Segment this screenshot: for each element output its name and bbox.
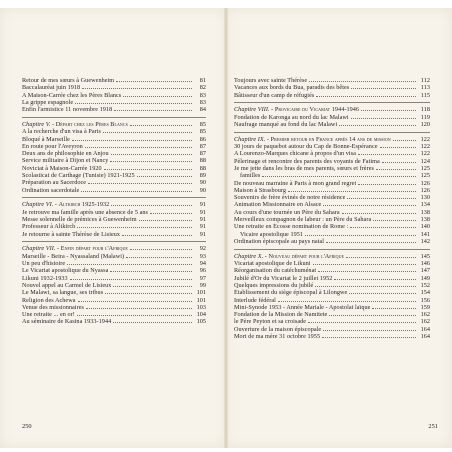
toc-entry [22,165,206,172]
dot-leader [351,118,416,119]
entry-title: Je me jette dans les bras de mes parents, sœurs et frères [234,164,374,172]
entry-page: 89 [199,172,206,180]
entry-page: 97 [199,274,206,282]
chapter-name: Provicaire du Vicariat 1944-1946 [274,106,360,114]
entry-title: Jubilé d'Or du Vicariat le 2 juillet 1952 [234,274,333,282]
dot-leader [329,315,416,316]
entry-title: Au séminaire de Kasina 1933-1944 [22,318,112,326]
entry-title: Retour de mes sœurs à Guewenheim [22,77,115,84]
entry-title: Merveilleux compagnon de labeur : un Père du Sahara [234,216,372,224]
chapter-label: Chapitre VIII. [234,106,270,114]
toc-entry [22,157,206,164]
entry-page: 87 [199,150,206,158]
dot-leader [346,257,416,258]
dot-leader [308,322,416,323]
book-gutter [224,8,228,448]
dot-leader [122,235,192,236]
entry-page: 91 [199,216,206,224]
entry-title: Je retrouve ma famille après une absence de 5 ans [22,208,148,216]
toc-entry [22,179,206,186]
dot-leader [110,271,192,272]
right-page [226,8,452,448]
entry-page: 112 [420,77,430,84]
toc-entry [234,275,430,282]
dot-leader [376,169,416,170]
entry-title: Deux ans de philosophie en Anjou [22,150,109,158]
entry-page: 81 [199,77,206,84]
dot-leader [323,330,416,331]
entry-title: Interlude fédéral [234,296,276,304]
toc-entry [22,289,206,296]
entry-page: 101 [196,296,206,304]
toc-entry [22,260,206,267]
chapter-name: Altkirch 1925-1932 [58,201,110,209]
entry-title: Fondation de Karonga au nord du lac Malawi [234,113,349,121]
dot-leader [77,227,192,228]
entry-page: 125 [420,164,430,172]
dot-leader [114,110,192,111]
entry-title: Nouvel appel au Carmel de Lisieux [22,281,112,289]
entry-page: 164 [420,325,430,333]
dot-leader [81,191,192,192]
toc-entry [22,223,206,230]
entry-page: 146 [420,260,430,268]
chapter-separator [22,197,206,198]
dot-leader [116,81,192,82]
chapter-page: 122 [420,135,430,143]
toc-entry [234,143,430,150]
toc-entry [234,121,430,128]
chapter-separator [22,241,206,242]
toc-entry [234,150,430,157]
entry-page: 120 [420,120,430,128]
dot-leader [323,205,416,206]
dot-leader [334,279,416,280]
entry-title: Une retraite en Écosse nomination de Rome : [234,223,349,231]
chapter-title: Chapitre VI. - Altkirch 1925-1932 [22,201,110,209]
entry-page: 141 [420,230,430,238]
toc-entry [234,201,430,208]
book-spread [0,8,452,448]
entry-title: Toujours avec sainte Thérèse [234,77,308,84]
dot-leader [77,315,192,316]
dot-leader [318,271,416,272]
toc-entry [22,187,206,194]
dot-leader [322,337,416,338]
toc-entry [234,158,430,165]
entry-page: 91 [199,208,206,216]
entry-title: Quelques impressions du jubilé [234,281,314,289]
toc-entry [234,77,430,84]
entry-title: La grippe espagnole [22,98,74,106]
toc-entry [234,333,430,340]
dot-leader [123,96,192,97]
entry-page: 85 [199,128,206,136]
entry-title: A Maison-Carrée chez les Pères Blancs [22,91,122,99]
entry-title: Bâtisseur d'un camp de réfugiés [234,91,315,99]
dot-leader [130,125,192,126]
entry-page: 142 [420,237,430,245]
entry-page: 83 [199,91,206,99]
entry-title: Réorganisation du catéchuménat [234,267,317,275]
dot-leader [70,279,192,280]
toc-entry [22,77,206,84]
entry-page: 130 [420,194,430,202]
chapter-page: 92 [199,245,206,253]
toc-entry [22,209,206,216]
dot-leader [85,147,192,148]
toc-entry [22,172,206,179]
dot-leader [78,301,192,302]
dot-leader [339,125,416,126]
dot-leader [111,154,192,155]
chapter-label: Chapitre VI. [22,201,54,209]
entry-title: Vacances aux bords du Bua, paradis des bêtes [234,84,350,92]
toc-entry [234,194,430,201]
toc-entry [22,136,206,143]
toc-entry [234,297,430,304]
entry-page: 152 [420,281,430,289]
toc-entry [22,282,206,289]
toc-entry [22,275,206,282]
entry-page: 122 [420,150,430,158]
entry-title: familles [240,172,261,180]
entry-title: 30 jours de paquebot autour du Cap de Bonne-Espérance [234,143,378,151]
entry-page: 94 [199,260,206,268]
entry-page: 90 [199,179,206,187]
toc-entry [234,311,430,318]
toc-entry [22,106,206,113]
dot-leader [309,81,416,82]
entry-title: Ordination sacerdotale [22,186,80,194]
toc-entry [22,143,206,150]
entry-page: 87 [199,142,206,150]
dot-leader [110,161,192,162]
dot-leader [393,140,416,141]
dot-leader [347,198,416,199]
toc-entry [234,267,430,274]
dot-leader [342,213,416,214]
dot-leader [82,88,192,89]
entry-page: 84 [199,106,206,114]
entry-title: Au cours d'une tournée un Père du Sahara [234,208,340,216]
chapter-title: Chapitre IX. - Premier retour en France après 14 ans de mission [234,135,391,143]
entry-title: Le Malawi, sa langue, ses tribus [22,289,104,297]
dot-leader [113,286,192,287]
dot-leader [105,293,192,294]
toc-entry [234,92,430,99]
dot-leader [72,140,192,141]
dot-leader [288,191,416,192]
dot-leader [313,264,416,265]
toc-entry [234,326,430,333]
entry-page: 126 [420,179,430,187]
entry-page: 101 [196,289,206,297]
entry-title: Professeur à Altkirch [22,223,76,231]
entry-title: Une retraite ... en or! [22,311,75,319]
dot-leader [350,227,416,228]
entry-page: 103 [196,303,206,311]
chapter-heading [234,253,430,260]
entry-page: 159 [420,303,430,311]
entry-title: Animation Missionnaire en Alsace [234,201,322,209]
entry-title: Bloqué à Marseille [22,135,70,143]
toc-entry [234,209,430,216]
dot-leader [75,103,192,104]
dot-leader [113,322,192,323]
entry-title: Vicaire apostolique 1951 [240,230,304,238]
dot-leader [349,293,416,294]
chapter-title: Chapitre VII. - Enfin départ pour l'Afrique [22,245,128,253]
toc-entry [234,84,430,91]
dot-leader [358,184,416,185]
entry-page: 99 [199,281,206,289]
chapter-separator [22,117,206,118]
entry-title: A Lourenzo-Marques chicane à propos d'un visa [234,150,356,158]
entry-page: 91 [199,223,206,231]
chapter-page: 118 [420,106,430,114]
chapter-name: Départ chez les Pères Blancs [55,120,128,128]
chapter-title: Chapitre V. - Départ chez les Pères Blancs [22,120,128,128]
dot-leader [67,264,192,265]
entry-page: 86 [199,135,206,143]
entry-title: De nouveau marraine à Paris à mon grand regret [234,179,357,187]
dot-leader [88,183,192,184]
entry-title: Souvenirs de frère évinés de notre résidence [234,194,346,202]
toc-entry [22,150,206,157]
right-page-number: 251 [428,423,438,430]
entry-title: Likuni 1932-1933 [22,274,68,282]
left-page [0,8,226,448]
right-toc [234,77,430,340]
dot-leader [150,213,192,214]
toc-entry [234,172,430,179]
entry-title: Scolasticat de Carthage (Tunisie) 1921-1925 [22,172,135,180]
toc-entry [22,99,206,106]
entry-page: 124 [420,157,430,165]
chapter-heading [234,106,430,113]
entry-title: Enfin l'armistice 11 novembre 1918 [22,106,113,114]
entry-page: 162 [420,318,430,326]
dot-leader [351,88,416,89]
toc-entry [234,187,430,194]
toc-entry [22,267,206,274]
dot-leader [126,257,192,258]
entry-page: 88 [199,157,206,165]
toc-entry [22,311,206,318]
dot-leader [316,96,416,97]
chapter-page: 85 [199,120,206,128]
entry-title: A la recherche d'un visa à Paris [22,128,101,136]
entry-page: 164 [420,333,430,340]
entry-page: 138 [420,208,430,216]
dot-leader [382,162,416,163]
toc-entry [22,84,206,91]
chapter-label: Chapitre IX. [234,135,266,143]
entry-title: Marseille - Beira - Nyassaland (Malawi) [22,252,125,260]
entry-title: Ouverture de la maison épiscopale [234,325,322,333]
chapter-label: Chapitre VII. [22,245,56,253]
toc-entry [234,114,430,121]
entry-title: Naufrage manqué au fond du lac Malawi [234,120,338,128]
entry-page: 105 [196,318,206,326]
chapter-name: Premier retour en France après 14 ans de mission [270,135,391,143]
toc-entry [234,238,430,245]
chapter-separator [234,249,430,250]
dot-leader [373,220,416,221]
toc-entry [22,216,206,223]
chapter-page: 145 [420,252,430,260]
entry-title: En route pour l'Aveyron [22,142,83,150]
entry-page: 83 [199,98,206,106]
entry-page: 113 [420,84,430,92]
toc-entry [22,92,206,99]
entry-page: 91 [199,230,206,238]
chapter-label: Chapitre X. [234,252,264,260]
dot-leader [103,132,192,133]
entry-title: Mort de ma mère 31 octobre 1955 [234,333,321,340]
dot-leader [315,286,416,287]
chapter-name: Nouveau départ pour l'Afrique [268,252,345,260]
entry-title: Un peu d'histoire [22,260,66,268]
chapter-heading [234,136,430,143]
dot-leader [278,301,416,302]
chapter-separator [234,102,430,103]
entry-page: 90 [199,186,206,194]
entry-title: Service militaire à Dijon et Nancy [22,157,109,165]
entry-title: Religion des Achewa [22,296,76,304]
entry-title: Je retourne à sainte Thérèse de Lisieux [22,230,121,238]
entry-page: 96 [199,267,206,275]
dot-leader [139,220,192,221]
entry-title: Vicariat apostolique de Likuni [234,260,311,268]
dot-leader [326,242,416,243]
toc-entry [234,304,430,311]
toc-entry [22,128,206,135]
left-toc [22,77,206,326]
entry-page: 88 [199,164,206,172]
entry-page: 154 [420,289,430,297]
entry-title: Noviciat à Maison-Carrée 1920 [22,164,102,172]
entry-page: 138 [420,216,430,224]
entry-page: 147 [420,267,430,275]
entry-page: 156 [420,296,430,304]
dot-leader [104,169,192,170]
toc-entry [234,260,430,267]
entry-page: 162 [420,311,430,319]
entry-page: 149 [420,274,430,282]
entry-page: 104 [196,311,206,319]
entry-page: 134 [420,201,430,209]
dot-leader [361,110,416,111]
toc-entry [22,253,206,260]
entry-page: 140 [420,223,430,231]
entry-title: Préparation au Sacerdoce [22,179,87,187]
chapter-separator [234,132,430,133]
entry-title: Établissement du siège épiscopal à Lilongwe [234,289,348,297]
dot-leader [358,154,416,155]
entry-page: 82 [199,84,206,92]
entry-page: 93 [199,252,206,260]
dot-leader [111,205,192,206]
toc-entry [22,297,206,304]
chapter-title: Chapitre VIII. - Provicaire du Vicariat 1944-1946 [234,106,360,114]
toc-entry [234,180,430,187]
entry-title: le Père Peyton et sa croisade [234,318,307,326]
toc-entry [22,318,206,325]
left-page-number: 250 [22,423,32,430]
dot-leader [380,147,416,148]
entry-title: Mini-Synode 1953 - Année Mariale - Apostolat laïque [234,303,371,311]
dot-leader [305,235,416,236]
chapter-heading [22,201,206,208]
entry-title: Le Vicariat apostolique du Nyassa [22,267,109,275]
toc-entry [234,165,430,172]
toc-entry [234,282,430,289]
toc-entry [234,289,430,296]
dot-leader [86,308,192,309]
dot-leader [137,176,192,177]
entry-page: 115 [420,91,430,99]
chapter-name: Enfin départ pour l'Afrique [60,245,128,253]
entry-title: Ordination épiscopale au pays natal [234,237,325,245]
toc-entry [234,216,430,223]
entry-page: 125 [420,172,430,180]
entry-title: Venue des missionnaires [22,303,84,311]
entry-title: Baccalauréat juin 1918 [22,84,81,92]
dot-leader [130,249,192,250]
toc-entry [234,318,430,325]
chapter-title: Chapitre X. - Nouveau départ pour l'Afrique [234,252,345,260]
entry-title: Messe solennelle de prémices à Guewenheim [22,216,137,224]
chapter-page: 91 [199,201,206,209]
entry-page: 122 [420,143,430,151]
chapter-heading [22,245,206,252]
chapter-label: Chapitre V. [22,120,51,128]
entry-title: Maison à Strasbourg [234,186,287,194]
chapter-heading [22,121,206,128]
entry-page: 119 [420,113,430,121]
entry-title: Fondation de la Mission de Namitete [234,311,328,319]
toc-entry [22,304,206,311]
toc-entry [234,223,430,230]
dot-leader [372,308,416,309]
entry-page: 126 [420,186,430,194]
toc-entry [22,231,206,238]
entry-title: Pèlerinage et rencontre des parents des voyants de Fatima [234,157,380,165]
dot-leader [262,176,416,177]
toc-entry [234,231,430,238]
